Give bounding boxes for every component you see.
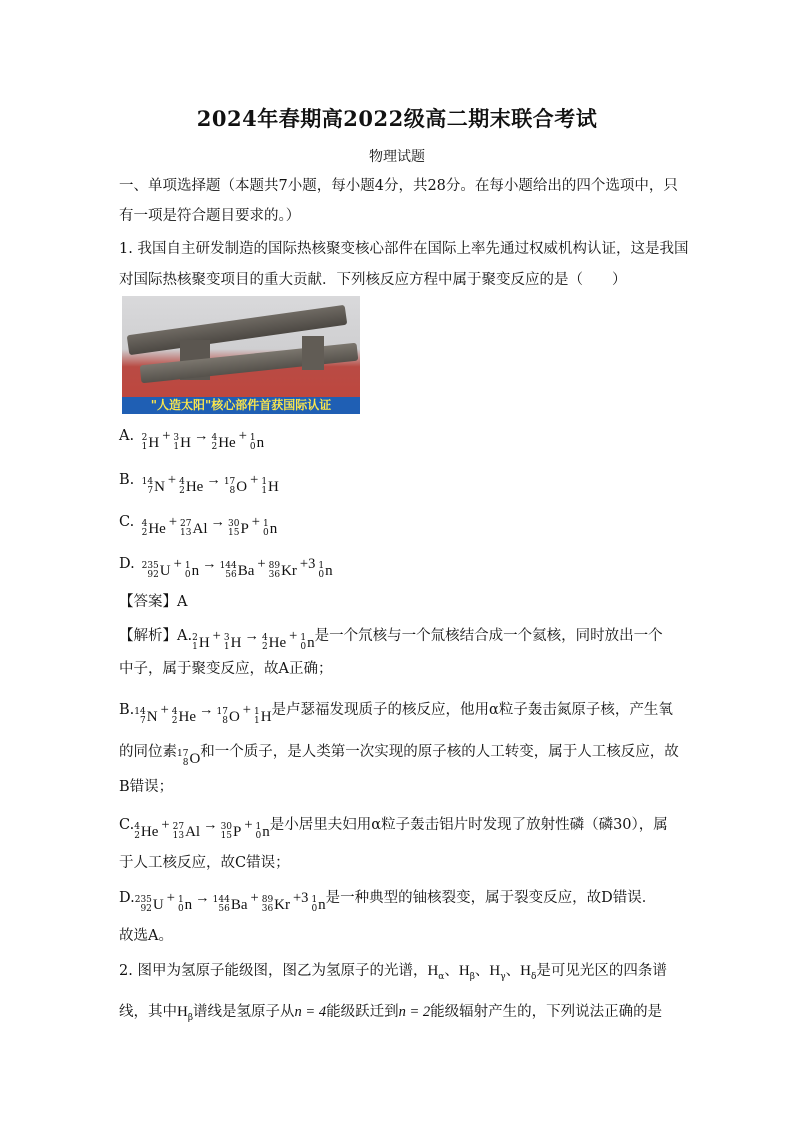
subscript: β <box>469 971 475 982</box>
analysis-conclusion: 故选A。 <box>119 928 173 944</box>
subscript: α <box>438 971 445 982</box>
h-symbol: H <box>177 1004 188 1020</box>
operator: → <box>198 702 214 718</box>
nuclide: 2 1 H <box>192 633 210 652</box>
operator: → <box>244 628 259 644</box>
reaction-equation-c <box>134 817 270 841</box>
analysis-prefix: D. <box>119 890 135 906</box>
analysis-text: 和一个质子，是人类第一次实现的原子核的人工转变，属于人工核反应，故 <box>200 744 679 760</box>
analysis-text: 是小居里夫妇用α粒子轰击铝片时发现了放射性磷（磷30），属 <box>269 817 668 833</box>
reaction-equation-b <box>141 472 279 496</box>
operator: + <box>212 628 221 644</box>
analysis-a <box>119 626 679 653</box>
q1-stem-cont: 对国际热核聚变项目的重大贡献．下列核反应方程中属于聚变反应的是（ ） <box>119 272 627 288</box>
analysis-c-cont: 于人工核反应，故C错误； <box>119 855 290 871</box>
nuclide: 1 0 n <box>311 895 326 914</box>
analysis-text: 的同位素 <box>119 744 177 760</box>
nuclide: 235 92 U <box>134 895 164 914</box>
option-label: B. <box>119 472 135 488</box>
operator: → <box>203 817 218 833</box>
analysis-b <box>119 700 679 727</box>
q2-stem: 2. 图甲为氢原子能级图，图乙为氢原子的光谱，$H_\alpha$、$H_\beta$、$H_\gamma$、$H_\delta$是可见光区的四条谱 <box>119 963 667 982</box>
nuclide: 17 8 O <box>216 707 240 726</box>
nuclide: 17 8 O <box>177 749 201 768</box>
nuclide: 2 1 H <box>141 433 160 452</box>
nuclide: 27 13 Al <box>172 822 201 841</box>
q1-option-c[interactable] <box>119 512 679 539</box>
nuclide: 3 1 H <box>173 433 191 452</box>
h-symbol: H <box>458 963 470 979</box>
nuclide: 1 0 n <box>177 895 193 914</box>
operator: + <box>238 428 247 444</box>
reaction-equation-a <box>192 628 315 652</box>
nuclide: 4 2 He <box>179 477 204 496</box>
nuclide: 1 0 n <box>184 561 200 580</box>
operator: + <box>289 628 298 644</box>
q2-text: 线，其中 <box>119 1004 177 1020</box>
h-delta-line <box>520 963 537 982</box>
reaction-equation-c <box>141 514 278 538</box>
q1-option-d[interactable] <box>119 554 679 581</box>
operator: + <box>242 702 251 718</box>
nuclide: 4 2 He <box>141 519 166 538</box>
oxygen-17-nucleus <box>177 744 201 768</box>
h-gamma-line <box>489 963 506 982</box>
nuclide: 1 1 H <box>253 707 272 726</box>
q2-text: 2. 图甲为氢原子能级图，图乙为氢原子的光谱， <box>119 963 428 979</box>
exam-title: 2024年春期高2022级高二期末联合考试 <box>196 106 598 131</box>
analysis-d <box>119 888 679 915</box>
operator: + <box>244 817 253 833</box>
analysis-a-cont: 中子，属于聚变反应，故A正确； <box>119 661 333 677</box>
option-label: D. <box>119 556 135 572</box>
subscript: δ <box>531 971 537 982</box>
operator: +3 <box>293 890 309 906</box>
h-symbol: H <box>520 963 531 979</box>
nuclide: 144 56 Ba <box>219 561 255 580</box>
nuclide: 1 0 n <box>300 633 315 652</box>
operator: + <box>160 702 169 718</box>
operator: → <box>206 472 221 488</box>
q1-option-a[interactable] <box>119 426 679 453</box>
nuclide: 1 0 n <box>318 561 333 580</box>
operator: + <box>168 514 178 530</box>
q2-text: 能级辐射产生的，下列说法正确的是 <box>430 1004 663 1020</box>
level-n2: n = 2 <box>398 1004 431 1020</box>
operator: → <box>202 556 217 572</box>
q2-text: 能级跃迁到 <box>326 1004 399 1020</box>
h-symbol: H <box>427 963 439 979</box>
reaction-equation-a <box>141 428 265 452</box>
nuclide: 4 2 He <box>261 633 287 652</box>
operator: + <box>166 890 175 906</box>
section-heading-cont: 有一项是符合题目要求的。） <box>119 208 301 224</box>
photo-caption: "人造太阳"核心部件首获国际认证 <box>122 397 360 414</box>
operator: + <box>162 428 171 444</box>
nuclide: 4 2 He <box>171 707 196 726</box>
level-n4: n = 4 <box>294 1004 327 1020</box>
analysis-b-cont <box>119 742 679 769</box>
operator: +3 <box>299 556 316 572</box>
q1-stem: 1. 我国自主研发制造的国际热核聚变核心部件在国际上率先通过权威机构认证，这是我国 <box>119 241 689 257</box>
operator: + <box>257 556 266 572</box>
analysis-c <box>119 815 679 842</box>
operator: + <box>173 556 182 572</box>
nuclide: 1 0 n <box>249 433 265 452</box>
nuclide: 89 36 Kr <box>261 895 290 914</box>
reaction-equation-d <box>134 890 326 914</box>
nuclide: 3 1 H <box>223 633 242 652</box>
q1-answer: 【答案】A <box>119 594 188 610</box>
analysis-text: 是卢瑟福发现质子的核反应，他用α粒子轰击氮原子核，产生氧 <box>271 702 673 718</box>
analysis-label: 【解析】 <box>119 628 177 644</box>
nuclide: 14 7 N <box>141 477 165 496</box>
section-heading: 一、单项选择题（本题共7小题，每小题4分，共28分。在每小题给出的四个选项中，只 <box>119 178 678 194</box>
analysis-prefix: C. <box>119 817 135 833</box>
option-label: A. <box>119 428 135 444</box>
h-symbol: H <box>489 963 501 979</box>
analysis-prefix: A. <box>177 628 193 644</box>
operator: → <box>193 428 209 444</box>
nuclide: 30 15 P <box>227 519 249 538</box>
operator: + <box>250 890 259 906</box>
q2-text: 谱线是氢原子从 <box>193 1004 295 1020</box>
nuclide: 89 36 Kr <box>268 561 297 580</box>
nuclide: 235 92 U <box>141 561 171 580</box>
h-beta-line <box>458 963 475 982</box>
operator: → <box>195 890 210 906</box>
h-beta-line <box>177 1004 194 1023</box>
h-alpha-line <box>427 963 445 982</box>
operator: + <box>251 514 260 530</box>
nuclide: 14 7 N <box>134 707 158 726</box>
operator: → <box>210 514 225 530</box>
operator: + <box>250 472 259 488</box>
nuclide: 30 15 P <box>220 822 242 841</box>
option-label: C. <box>119 514 135 530</box>
nuclide: 1 0 n <box>262 519 278 538</box>
q2-stem-cont <box>119 1002 679 1028</box>
nuclide: 4 2 He <box>211 433 236 452</box>
q2-text: 是可见光区的四条谱 <box>536 963 667 979</box>
operator: + <box>167 472 177 488</box>
subscript: β <box>187 1012 194 1023</box>
subscript: γ <box>500 971 506 982</box>
operator: + <box>161 817 170 833</box>
analysis-text: 是一个氘核与一个氚核结合成一个氦核，同时放出一个 <box>314 628 663 644</box>
nuclide: 1 0 n <box>255 822 270 841</box>
nuclide: 144 56 Ba <box>212 895 248 914</box>
analysis-b-end: B错误； <box>119 779 174 795</box>
analysis-prefix: B. <box>119 702 135 718</box>
nuclide: 27 13 Al <box>180 519 208 538</box>
reaction-equation-b <box>134 702 272 726</box>
fusion-component-photo <box>122 296 360 414</box>
component-support <box>302 336 324 370</box>
analysis-text: 是一种典型的铀核裂变，属于裂变反应，故D错误． <box>325 890 657 906</box>
nuclide: 1 1 H <box>261 477 279 496</box>
q1-option-b[interactable] <box>119 470 679 497</box>
nuclide: 17 8 O <box>223 477 248 496</box>
reaction-equation-d <box>141 556 333 580</box>
nuclide: 4 2 He <box>134 822 159 841</box>
exam-subtitle: 物理试题 <box>369 149 425 165</box>
